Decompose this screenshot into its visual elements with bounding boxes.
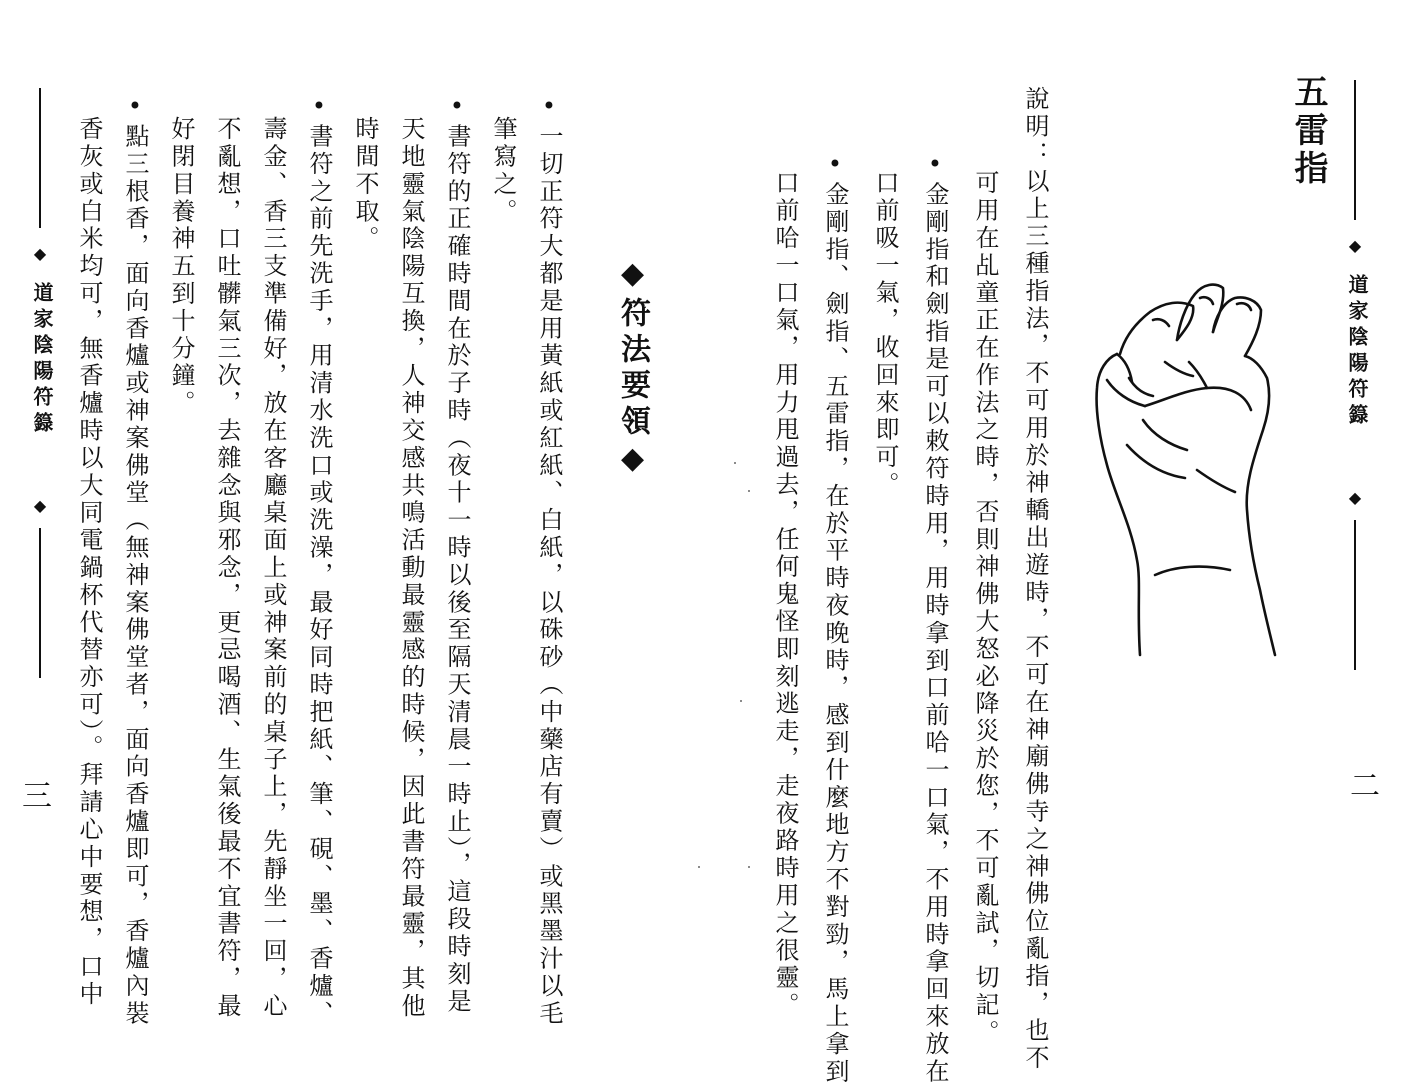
paragraph-line: 天地靈氣陰陽互換，人神交感共鳴活動最靈感的時候，因此書符最靈，其他 — [397, 116, 425, 1021]
diamond-icon: ◆ — [33, 496, 47, 515]
scan-speck — [734, 462, 736, 464]
paragraph-line: 壽金、香三支準備好，放在客廳桌面上或神案前的桌子上，先靜坐一回，心 — [259, 116, 287, 1021]
left-running-header — [25, 88, 55, 678]
diamond-icon: ◆ — [1348, 488, 1362, 507]
scan-speck — [748, 866, 750, 868]
page-number: 三 — [22, 779, 52, 814]
paragraph-line: 不亂想，口吐髒氣三次，去雜念與邪念，更忌喝酒、生氣後最不宜書符，最 — [213, 116, 241, 1021]
scan-speck — [698, 866, 700, 868]
runner-rule-top — [39, 88, 41, 228]
paragraph-line: 好閉目養神五到十分鐘。 — [167, 116, 195, 418]
scan-speck — [748, 490, 750, 492]
bullet-paragraph-line: •書符之前先洗手，用清水洗口或洗澡，最好同時把紙、筆、硯、墨、香爐、 — [305, 92, 333, 1028]
runner-rule-bottom — [39, 528, 41, 678]
runner-rule-bottom — [1354, 520, 1356, 670]
bullet-paragraph-line: 口前哈一口氣，用力甩過去，任何鬼怪即刻逃走，走夜路時用之很靈。 — [771, 170, 799, 1020]
diamond-icon: ◆ — [33, 244, 47, 263]
paragraph-line: 時間不取。 — [351, 116, 379, 253]
bullet-paragraph-line: •金剛指、劍指、五雷指，在於平時夜晚時，感到什麼地方不對勁，馬上拿到 — [821, 150, 849, 1086]
section-title: ◆符法要領◆ — [615, 256, 650, 482]
paragraph-line: 香灰或白米均可，無香爐時以大同電鍋杯代替亦可）。拜請心中要想，口中 — [75, 116, 103, 1009]
bullet-paragraph-line: •一切正符大都是用黃紙或紅紙、白紙，以硃砂（中藥店有賣）或黑墨汁以毛 — [535, 92, 563, 1028]
bullet-paragraph-line: •書符的正確時間在於子時（夜十一時以後至隔天清晨一時止），這段時刻是 — [443, 92, 471, 1016]
diamond-icon: ◆ — [1348, 236, 1362, 255]
runner-rule-top — [1354, 80, 1356, 220]
explanation-line: 可用在乩童正在作法之時，否則神佛大怒必降災於您，不可亂試，切記。 — [971, 170, 999, 1047]
bullet-paragraph-line: •點三根香，面向香爐或神案佛堂（無神案佛堂者，面向香爐即可，香爐內裝 — [121, 92, 149, 1028]
five-thunder-hand-gesture-illustration — [1085, 270, 1295, 665]
page-number: 二 — [1350, 769, 1380, 804]
right-running-header — [1340, 80, 1370, 670]
explanation-line: 說明：以上三種指法，不可用於神轎出遊時，不可在神廟佛寺之神佛位亂指，也不 — [1021, 86, 1049, 1073]
runner-title: 道家陰陽符籙 — [30, 282, 54, 438]
section-title: 五雷指 — [1288, 74, 1328, 188]
scan-speck — [740, 700, 742, 702]
bullet-paragraph-line: 口前吸一氣，收回來即可。 — [871, 170, 899, 499]
paragraph-line: 筆寫之。 — [489, 116, 517, 226]
bullet-paragraph-line: •金剛指和劍指是可以敕符時用，用時拿到口前哈一口氣，不用時拿回來放在 — [921, 150, 949, 1086]
runner-title: 道家陰陽符籙 — [1345, 274, 1369, 430]
